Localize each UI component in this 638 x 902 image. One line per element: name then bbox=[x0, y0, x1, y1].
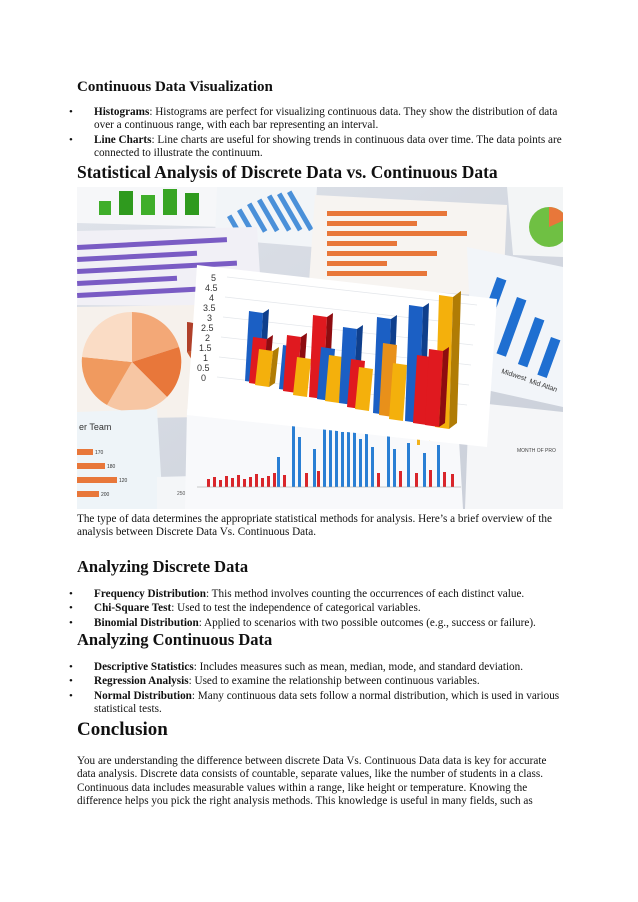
heading-conclusion: Conclusion bbox=[77, 718, 168, 740]
text-line-charts: : Line charts are useful for showing trends in continuous data over time. The data points are connected to illustrate the continuum. bbox=[94, 133, 562, 160]
y-tick-4: 4 bbox=[209, 292, 215, 303]
heading-statistical-analysis: Statistical Analysis of Discrete Data vs. Continuous Data bbox=[77, 161, 498, 182]
y-tick-5: 5 bbox=[211, 272, 217, 283]
list-analyzing-continuous bbox=[77, 661, 563, 717]
heading-continuous-visualization: Continuous Data Visualization bbox=[77, 79, 273, 95]
list-analyzing-discrete bbox=[77, 588, 563, 630]
text-frequency-distribution: : This method involves counting the occurrences of each distinct value. bbox=[205, 587, 525, 600]
team-chart-value-4: 200 bbox=[101, 491, 110, 498]
statistical-analysis-intro: The type of data determines the appropriate statistical methods for analysis. Here’s a brief overview of the analysis between Discrete Data Vs. Continuous Data. bbox=[77, 512, 552, 539]
team-chart-label: er Team bbox=[79, 421, 112, 432]
text-normal-distribution: : Many continuous data sets follow a normal distribution, which is used in various statistical tests. bbox=[94, 689, 560, 716]
conclusion-paragraph: You are understanding the difference between discrete Data Vs. Continuous Data data is key for accurate data analysis. Discrete data consists of countable, separate values, like the number of students in a class. Continuous data includes measurable values within a range, like height or temperature. Knowing the difference helps you pick the right analysis methods. This knowledge is useful in many fields, such as bbox=[77, 754, 547, 808]
region-label-midwest: Midwest bbox=[500, 367, 527, 383]
y-tick-0-5: 0.5 bbox=[197, 362, 210, 373]
heading-analyzing-continuous: Analyzing Continuous Data bbox=[77, 630, 273, 650]
green-bar-chart-paper bbox=[77, 187, 227, 227]
list-item-line-charts bbox=[77, 134, 563, 161]
region-label-mid-atlantic: Mid Atlan bbox=[528, 377, 558, 394]
list-item-regression bbox=[77, 675, 563, 688]
y-tick-1-5: 1.5 bbox=[199, 342, 212, 353]
text-regression: : Used to examine the relationship between continuous variables. bbox=[188, 675, 480, 688]
list-item-descriptive-statistics bbox=[77, 661, 563, 674]
text-binomial: : Applied to scenarios with two possible outcomes (e.g., success or failure). bbox=[198, 616, 536, 629]
y-tick-0: 0 bbox=[201, 372, 207, 383]
list-item-frequency-distribution bbox=[77, 588, 563, 601]
pie-chart-paper-right bbox=[507, 187, 563, 257]
term-regression: Regression Analysis bbox=[94, 675, 189, 688]
term-chi-square: Chi-Square Test bbox=[94, 602, 172, 615]
list-item-histograms bbox=[77, 106, 563, 133]
team-chart-value-3: 120 bbox=[119, 477, 128, 484]
team-chart-value-1: 170 bbox=[95, 449, 104, 456]
list-item-binomial bbox=[77, 617, 563, 630]
axis-label-250: 250 bbox=[177, 490, 186, 497]
y-tick-1: 1 bbox=[203, 352, 209, 363]
term-histograms: Histograms bbox=[94, 106, 150, 118]
list-item-chi-square bbox=[77, 602, 563, 615]
text-histograms: : Histograms are perfect for visualizing continuous data. They show the distribution of data over a continuous range, with each bar representing an interval. bbox=[94, 106, 558, 132]
document-content bbox=[77, 78, 563, 809]
team-chart-value-2: 180 bbox=[107, 463, 116, 470]
heading-analyzing-discrete: Analyzing Discrete Data bbox=[77, 556, 249, 576]
term-frequency-distribution: Frequency Distribution bbox=[94, 587, 206, 600]
y-tick-3: 3 bbox=[207, 312, 213, 323]
list-continuous-visualization bbox=[77, 106, 563, 161]
list-item-normal-distribution bbox=[77, 690, 563, 717]
y-tick-3-5: 3.5 bbox=[203, 302, 216, 313]
y-tick-2-5: 2.5 bbox=[201, 322, 214, 333]
month-axis-label: MONTH OF PRO bbox=[517, 447, 556, 454]
text-descriptive-statistics: : Includes measures such as mean, median, mode, and standard deviation. bbox=[193, 661, 524, 674]
y-tick-2: 2 bbox=[205, 332, 211, 343]
team-bar-chart-paper bbox=[77, 409, 163, 509]
term-binomial: Binomial Distribution bbox=[94, 616, 199, 629]
term-normal-distribution: Normal Distribution bbox=[94, 689, 192, 702]
term-line-charts: Line Charts bbox=[94, 133, 152, 146]
text-chi-square: : Used to test the independence of categorical variables. bbox=[171, 602, 421, 615]
charts-collage-image bbox=[77, 187, 563, 509]
y-tick-4-5: 4.5 bbox=[205, 282, 218, 293]
term-descriptive-statistics: Descriptive Statistics bbox=[94, 661, 194, 674]
